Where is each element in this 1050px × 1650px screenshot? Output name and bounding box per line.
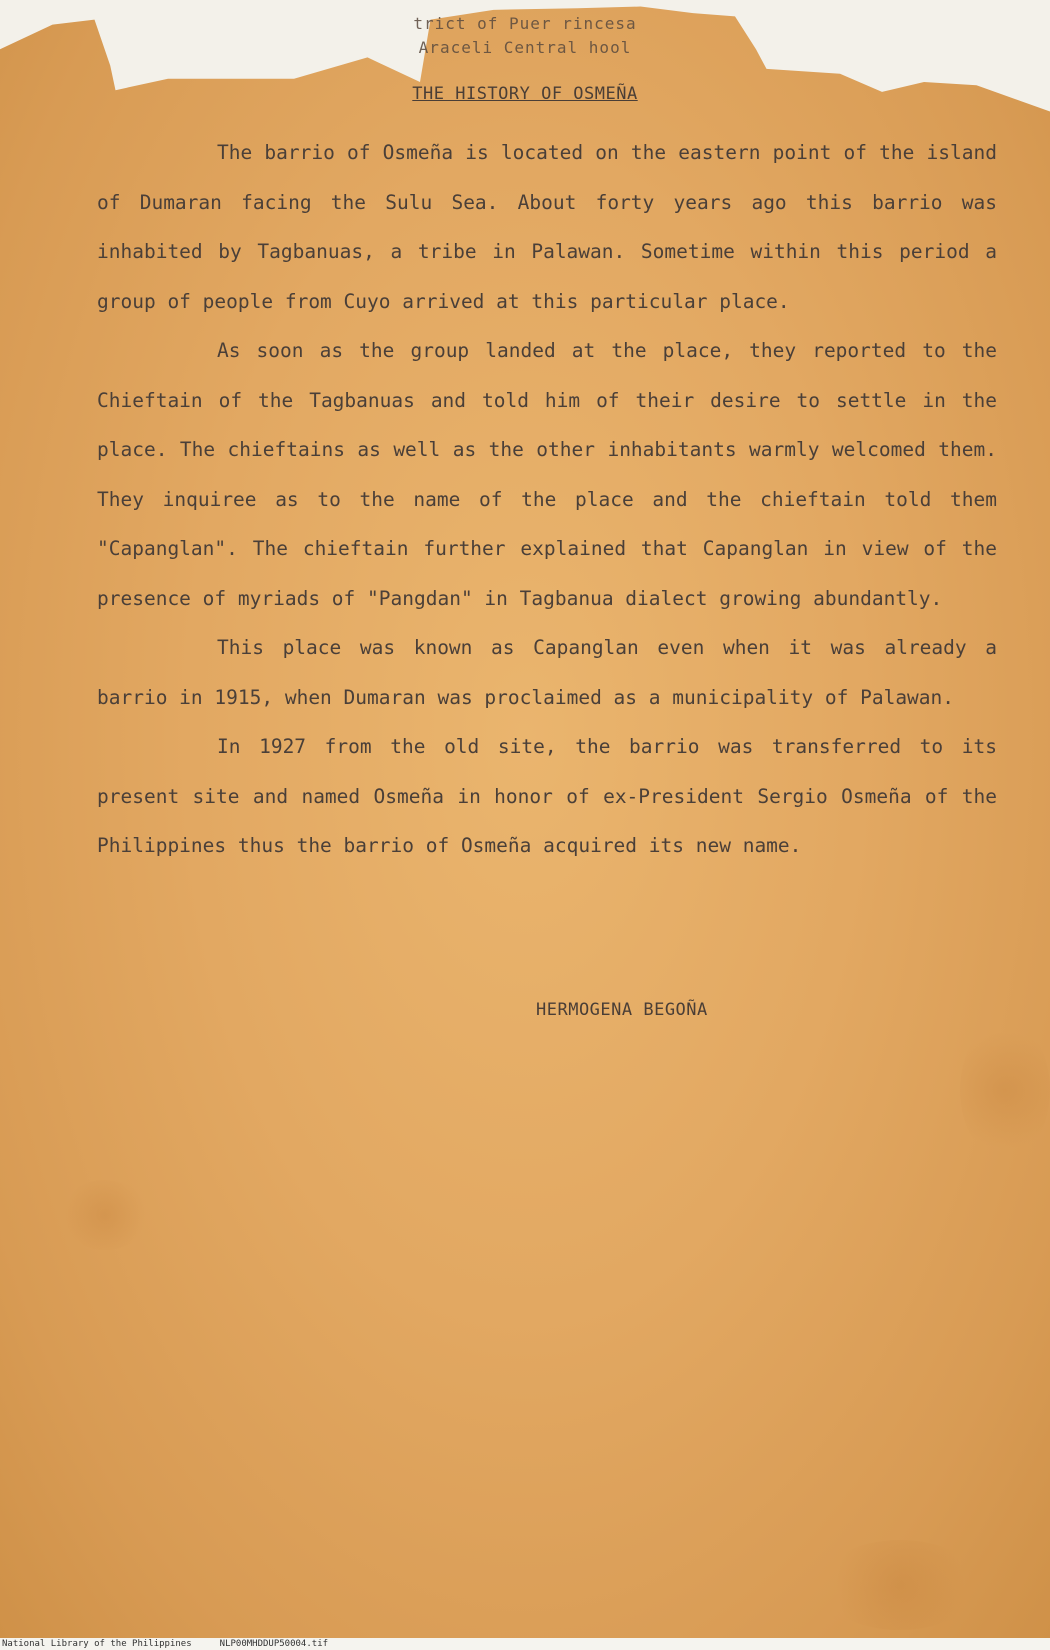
- district-header: trict of Puer rincesa: [413, 14, 637, 33]
- school-header: Araceli Central hool: [418, 38, 632, 57]
- paragraph-2: As soon as the group landed at the place, they reported to the Chieftain of the Tagbanuas and told him of their desire to settle in the place. The chieftains as well as the other inhabitants warmly welcomed them. They inquiree as to the name of the place and the chieftain told them "Capanglan". The chieftain further explained that Capanglan in view of the presence of myriads of "Pangdan" in Tagbanua dialect growing abundantly.: [97, 339, 997, 610]
- paragraph-4: In 1927 from the old site, the barrio was transferred to its present site and named Osmeña in honor of ex-President Sergio Osmeña of the Philippines thus the barrio of Osmeña acquired its new name.: [97, 735, 997, 857]
- scan-footer: [0, 1638, 1050, 1650]
- paper-stain: [820, 1540, 980, 1630]
- author-signature: HERMOGENA BEGOÑA: [536, 1000, 708, 1020]
- paper-stain: [960, 1020, 1050, 1160]
- paragraph-1: The barrio of Osmeña is located on the eastern point of the island of Dumaran facing the Sulu Sea. About forty years ago this barrio was inhabited by Tagbanuas, a tribe in Palawan. Sometime within this period a group of people from Cuyo arrived at this particular place.: [97, 141, 997, 313]
- footer-filename: NLP00MHDDUP50004.tif: [219, 1639, 329, 1649]
- document-body: [97, 128, 997, 871]
- footer-source: National Library of the Philippines: [2, 1639, 192, 1649]
- paper-stain: [60, 1180, 150, 1250]
- document-title: THE HISTORY OF OSMEÑA: [412, 84, 638, 104]
- paragraph-3: This place was known as Capanglan even when it was already a barrio in 1915, when Dumaran was proclaimed as a municipality of Palawan.: [97, 636, 997, 709]
